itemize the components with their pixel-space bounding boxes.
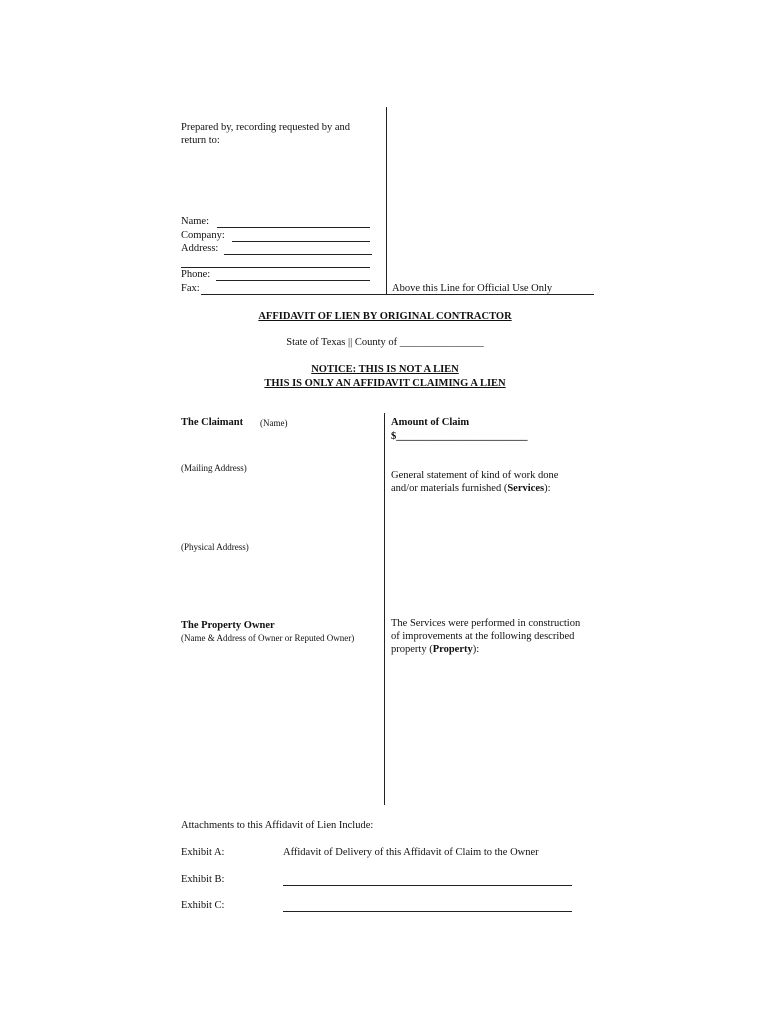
- property-term: Property: [432, 644, 473, 655]
- column-divider: [384, 413, 385, 805]
- address-field-line[interactable]: [224, 254, 372, 255]
- exhibit-c-field-line[interactable]: [283, 911, 572, 912]
- services-term: Services: [507, 483, 545, 494]
- mailing-address-hint: (Mailing Address): [181, 463, 247, 473]
- attachments-intro: Attachments to this Affidavit of Lien Include:: [181, 820, 374, 831]
- services-text: General statement of kind of work done and/or materials furnished (: [391, 470, 559, 494]
- property-text: The Services were performed in construction of improvements at the following described property (: [391, 618, 581, 655]
- exhibit-a-text: Affidavit of Delivery of this Affidavit of Claim to the Owner: [283, 847, 539, 858]
- state-county-line: State of Texas || County of ________________: [286, 337, 484, 348]
- services-statement: [391, 469, 576, 495]
- address-label: Address:: [181, 243, 219, 254]
- company-field-line[interactable]: [232, 241, 370, 242]
- notice-line-2: THIS IS ONLY AN AFFIDAVIT CLAIMING A LIEN: [264, 378, 506, 389]
- claimant-heading: The Claimant: [181, 417, 244, 428]
- property-statement: [391, 617, 581, 656]
- phone-label: Phone:: [181, 269, 211, 280]
- name-field-line[interactable]: [217, 227, 370, 228]
- official-use-text: Above this Line for Official Use Only: [392, 283, 553, 294]
- header-divider: [386, 107, 387, 294]
- property-owner-hint: (Name & Address of Owner or Reputed Owner): [181, 633, 355, 643]
- exhibit-b-label: Exhibit B:: [181, 874, 225, 885]
- property-owner-heading: The Property Owner: [181, 620, 275, 631]
- phone-field-line[interactable]: [216, 280, 370, 281]
- amount-of-claim-heading: Amount of Claim: [391, 417, 470, 428]
- claimant-name-hint: (Name): [260, 418, 288, 428]
- exhibit-b-field-line[interactable]: [283, 885, 572, 886]
- company-label: Company:: [181, 230, 225, 241]
- fax-label: Fax:: [181, 283, 200, 294]
- services-close: ):: [544, 483, 551, 494]
- amount-of-claim-field[interactable]: $_________________________: [391, 431, 528, 442]
- name-label: Name:: [181, 216, 209, 227]
- exhibit-a-label: Exhibit A:: [181, 847, 225, 858]
- notice-line-1: NOTICE: THIS IS NOT A LIEN: [311, 364, 459, 375]
- official-use-line: [201, 294, 594, 295]
- exhibit-c-label: Exhibit C:: [181, 900, 225, 911]
- property-close: ):: [472, 644, 480, 655]
- prepared-by-text: Prepared by, recording requested by and return to:: [181, 122, 351, 146]
- document-title: AFFIDAVIT OF LIEN BY ORIGINAL CONTRACTOR: [258, 311, 512, 322]
- physical-address-hint: (Physical Address): [181, 542, 249, 552]
